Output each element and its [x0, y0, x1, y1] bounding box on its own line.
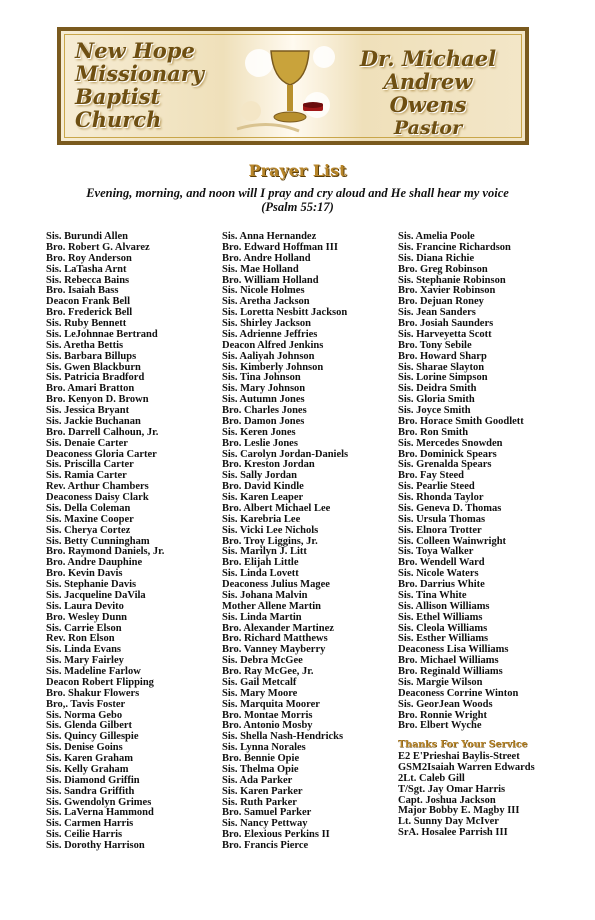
list-item: Sis. Betty Cunningham: [46, 535, 150, 547]
list-item: Sis. Ethel Williams: [398, 611, 483, 623]
list-item: Bro. Alexander Martinez: [222, 622, 334, 634]
list-item: Bro. Andre Dauphine: [46, 557, 143, 569]
list-item: Deacon Frank Bell: [46, 296, 130, 308]
list-item: Bro. Isaiah Bass: [46, 285, 119, 297]
list-item: Sis. Carrie Elson: [46, 622, 122, 634]
list-item: Sis. Lynna Norales: [222, 742, 306, 754]
list-item: Sis. Linda Evans: [46, 644, 121, 656]
list-item: Sis. Margie Wilson: [398, 676, 483, 688]
list-item: Sis. Amelia Poole: [398, 231, 475, 242]
list-item: Bro. Horace Smith Goodlett: [398, 415, 524, 427]
list-item: Sis. Ruth Parker: [222, 796, 297, 808]
list-item: Sis. Mae Holland: [222, 263, 299, 275]
pastor-name-line: Andrew Owens: [383, 69, 473, 117]
list-item: Bro. Frederick Bell: [46, 307, 133, 319]
list-item: Bro. Michael Williams: [398, 655, 499, 667]
list-item: Bro. Troy Liggins, Jr.: [222, 535, 318, 547]
list-item: Bro. Ronnie Wright: [398, 709, 487, 721]
list-item: Sis. Autumn Jones: [222, 394, 305, 406]
list-item: Mother Allene Martin: [222, 600, 321, 612]
list-item: Sis. Laura Devito: [46, 600, 124, 612]
list-item: Sis. LaVerna Hammond: [46, 807, 154, 819]
list-item: Sis. Rebecca Bains: [46, 274, 130, 286]
list-item: Sis. Stephanie Robinson: [398, 274, 506, 286]
list-item: Sis. Cherya Cortez: [46, 524, 131, 536]
list-item: Bro. Andre Holland: [222, 252, 311, 264]
list-item: GSM2Isaiah Warren Edwards: [398, 761, 535, 773]
list-item: Sis. Norma Gebo: [46, 709, 123, 721]
list-item: Capt. Joshua Jackson: [398, 794, 496, 806]
list-item: Sis. Madeline Farlow: [46, 666, 141, 677]
list-item: Sis. Gail Metcalf: [222, 676, 297, 688]
list-item: Sis. Keren Jones: [222, 426, 296, 438]
church-banner: [57, 27, 529, 145]
list-item: Sis. Shella Nash-Hendricks: [222, 731, 344, 743]
list-item: Sis. Maxine Cooper: [46, 513, 134, 525]
list-item: Sis. Mary Moore: [222, 687, 298, 699]
scripture-verse: [30, 186, 565, 214]
list-item: Bro. Charles Jones: [222, 405, 307, 416]
list-item: Sis. Ursula Thomas: [398, 513, 486, 525]
list-item: Sis. Francine Richardson: [398, 241, 511, 253]
list-item: Major Bobby E. Magby III: [398, 805, 520, 817]
list-item: Sis. Mary Johnson: [222, 383, 306, 395]
list-item: Sis. Kimberly Johnson: [222, 361, 324, 373]
list-item: Bro. Raymond Daniels, Jr.: [46, 546, 165, 558]
verse-text: Evening, morning, and noon will I pray and cry aloud and He shall hear my voice: [86, 186, 509, 200]
list-item: Sis. Thelma Opie: [222, 763, 299, 775]
list-item: Sis. Burundi Allen: [46, 231, 128, 242]
list-item: Sis. Della Coleman: [46, 502, 131, 514]
list-item: Bro. Wendell Ward: [398, 557, 485, 569]
list-item: Bro. Bennie Opie: [222, 753, 300, 764]
list-item: Bro. Ray McGee, Jr.: [222, 666, 314, 677]
list-item: Bro. Wesley Dunn: [46, 611, 128, 623]
list-item: Sis. Nancy Pettway: [222, 818, 308, 830]
list-item: Bro. Ron Smith: [398, 426, 469, 438]
list-item: Sis. Nicole Waters: [398, 568, 479, 580]
list-item: Sis. Ruby Bennett: [46, 318, 127, 329]
list-item: Sis. Nicole Holmes: [222, 285, 305, 297]
list-item: Sis. Barbara Billups: [46, 350, 137, 362]
thanks-heading: Thanks For Your Service: [398, 739, 528, 750]
list-item: Bro. Darrell Calhoun, Jr.: [46, 426, 159, 438]
list-item: Sis. Karen Graham: [46, 753, 134, 764]
list-item: Sis. Diana Richie: [398, 252, 475, 264]
list-item: Sis. Rhonda Taylor: [398, 492, 484, 503]
list-item: Sis. Deidra Smith: [398, 383, 477, 395]
list-item: Sis. LeJohnnae Bertrand: [46, 328, 158, 340]
list-item: Sis. Carmen Harris: [46, 818, 134, 830]
list-item: Deaconess Lisa Williams: [398, 644, 509, 656]
list-item: Sis. Jessica Bryant: [46, 405, 130, 416]
list-item: Sis. Toya Walker: [398, 546, 474, 558]
list-item: Sis. Ramia Carter: [46, 470, 127, 482]
list-item: Sis. Sandra Griffith: [46, 785, 135, 797]
list-item: Sis. Debra McGee: [222, 655, 303, 667]
list-item: Bro. Francis Pierce: [222, 840, 309, 851]
list-item: Bro. Albert Michael Lee: [222, 502, 331, 514]
list-item: Bro. Dominick Spears: [398, 448, 497, 460]
list-item: Sis. Kelly Graham: [46, 763, 129, 775]
list-item: Bro. Roy Anderson: [46, 252, 132, 264]
church-name-line: Baptist: [75, 84, 161, 109]
list-item: Sis. Mary Fairley: [46, 655, 124, 667]
list-item: Sis. Ada Parker: [222, 774, 293, 786]
church-name-line: New Hope: [75, 38, 195, 63]
list-item: Bro. Kenyon D. Brown: [46, 394, 149, 406]
list-item: Sis. Vicki Lee Nichols: [222, 524, 319, 536]
list-item: Bro. Xavier Robinson: [398, 285, 496, 297]
list-item: Sis. GeorJean Woods: [398, 698, 493, 710]
list-item: Bro. Elexious Perkins II: [222, 829, 330, 841]
list-item: Bro. Amari Bratton: [46, 383, 135, 395]
list-item: E2 E'Prieshai Baylis-Street: [398, 751, 520, 762]
list-item: Bro. Kevin Davis: [46, 568, 123, 580]
list-item: T/Sgt. Jay Omar Harris: [398, 783, 506, 795]
list-item: Bro. Richard Matthews: [222, 633, 328, 645]
list-item: Sis. Allison Williams: [398, 600, 490, 612]
list-item: Sis. Quincy Gillespie: [46, 731, 139, 743]
list-item: Sis. LaTasha Arnt: [46, 263, 127, 275]
list-item: Sis. Loretta Nesbitt Jackson: [222, 307, 348, 319]
list-item: Sis. Ceilie Harris: [46, 829, 123, 841]
list-item: Sis. Cleola Williams: [398, 622, 488, 634]
pastor-name-line: Dr. Michael: [359, 46, 497, 71]
list-item: Deaconess Corrine Winton: [398, 687, 519, 699]
list-item: Sis. Lorine Simpson: [398, 372, 488, 384]
list-item: Sis. Gwen Blackburn: [46, 361, 141, 373]
pastor-block: [343, 47, 513, 140]
list-item: Bro. Darrius White: [398, 579, 485, 590]
list-item: Deacon Robert Flipping: [46, 676, 154, 688]
list-item: Bro. Antonio Mosby: [222, 720, 313, 732]
list-item: Sis. Marilyn J. Litt: [222, 546, 307, 558]
list-item: Bro. Shakur Flowers: [46, 687, 140, 699]
list-item: Sis. Jean Sanders: [398, 307, 476, 319]
list-item: Lt. Sunny Day McIver: [398, 816, 499, 828]
list-item: Bro. David Kindle: [222, 481, 304, 493]
church-name-line: Church: [75, 107, 162, 132]
church-name-line: Missionary: [75, 61, 204, 86]
church-name: [75, 39, 225, 131]
list-item: Sis. Stephanie Davis: [46, 579, 137, 590]
list-item: Deaconess Gloria Carter: [46, 448, 157, 460]
list-item: Sis. Sharae Slayton: [398, 361, 485, 373]
list-item: Sis. Geneva D. Thomas: [398, 502, 502, 514]
list-item: Sis. Glenda Gilbert: [46, 720, 133, 732]
list-item: Deaconess Daisy Clark: [46, 492, 149, 503]
list-item: Sis. Karen Leaper: [222, 492, 304, 503]
list-item: Sis. Patricia Bradford: [46, 372, 145, 384]
list-item: Bro. Vanney Mayberry: [222, 644, 326, 656]
list-item: Sis. Harveyetta Scott: [398, 328, 492, 340]
list-item: Sis. Diamond Griffin: [46, 774, 140, 786]
list-item: Bro. Dejuan Roney: [398, 296, 484, 308]
list-item: Bro,. Tavis Foster: [46, 698, 126, 710]
list-item: Sis. Karebria Lee: [222, 513, 301, 525]
list-item: Bro. Robert G. Alvarez: [46, 241, 150, 253]
list-item: Sis. Esther Williams: [398, 633, 489, 645]
list-item: Bro. Samuel Parker: [222, 807, 312, 819]
list-item: Sis. Dorothy Harrison: [46, 840, 145, 851]
list-item: Sis. Linda Martin: [222, 611, 302, 623]
list-item: SrA. Hosalee Parrish III: [398, 827, 508, 839]
list-item: Sis. Sally Jordan: [222, 470, 297, 482]
list-item: Bro. Elijah Little: [222, 557, 299, 569]
list-item: Rev. Arthur Chambers: [46, 481, 149, 493]
list-item: Sis. Mercedes Snowden: [398, 437, 503, 449]
list-item: Bro. Edward Hoffman III: [222, 241, 338, 253]
page-title: Prayer List: [248, 161, 347, 180]
list-item: Sis. Joyce Smith: [398, 405, 471, 416]
list-item: Sis. Aretha Bettis: [46, 339, 124, 351]
list-item: Bro. Damon Jones: [222, 415, 305, 427]
list-item: Sis. Linda Lovett: [222, 568, 299, 580]
list-item: Deacon Alfred Jenkins: [222, 339, 324, 351]
list-item: Bro. Fay Steed: [398, 470, 465, 482]
list-item: Sis. Elnora Trotter: [398, 524, 482, 536]
prayer-list-column-1: [46, 232, 164, 852]
list-item: Rev. Ron Elson: [46, 633, 115, 645]
list-item: Bro. Leslie Jones: [222, 437, 298, 449]
communion-chalice-emblem: [229, 33, 351, 139]
list-item: Sis. Aretha Jackson: [222, 296, 310, 308]
list-item: Bro. Kreston Jordan: [222, 459, 315, 471]
list-item: Bro. William Holland: [222, 274, 319, 286]
list-item: Bro. Reginald Williams: [398, 666, 503, 677]
verse-citation: (Psalm 55:17): [261, 200, 334, 214]
list-item: Sis. Carolyn Jordan-Daniels: [222, 448, 349, 460]
list-item: Sis. Marquita Moorer: [222, 698, 320, 710]
list-item: Bro. Greg Robinson: [398, 263, 488, 275]
list-item: Sis. Priscilla Carter: [46, 459, 134, 471]
list-item: Sis. Denaie Carter: [46, 437, 128, 449]
list-item: Sis. Colleen Wainwright: [398, 535, 507, 547]
list-item: Sis. Jackie Buchanan: [46, 415, 141, 427]
list-item: Sis. Denise Goins: [46, 742, 123, 754]
service-members-list: [398, 752, 535, 839]
list-item: Bro. Elbert Wyche: [398, 720, 482, 732]
list-item: Bro. Howard Sharp: [398, 350, 487, 362]
list-item: Deaconess Julius Magee: [222, 579, 330, 590]
list-item: Sis. Johana Malvin: [222, 589, 308, 601]
list-item: 2Lt. Caleb Gill: [398, 772, 465, 784]
list-item: Sis. Grenalda Spears: [398, 459, 492, 471]
list-item: Sis. Tina Johnson: [222, 372, 301, 384]
prayer-list-column-2: [222, 232, 348, 852]
list-item: Sis. Karen Parker: [222, 785, 303, 797]
pastor-title: Pastor: [393, 117, 463, 139]
list-item: Sis. Adrienne Jeffries: [222, 328, 318, 340]
list-item: Sis. Jacqueline DaVila: [46, 589, 146, 601]
list-item: Sis. Shirley Jackson: [222, 318, 311, 329]
list-item: Sis. Gloria Smith: [398, 394, 475, 406]
list-item: Sis. Anna Hernandez: [222, 231, 317, 242]
list-item: Bro. Josiah Saunders: [398, 318, 494, 329]
list-item: Sis. Pearlie Steed: [398, 481, 475, 493]
list-item: Sis. Aaliyah Johnson: [222, 350, 315, 362]
list-item: Bro. Montae Morris: [222, 709, 313, 721]
prayer-list-column-3: [398, 232, 524, 732]
list-item: Bro. Tony Sebile: [398, 339, 472, 351]
list-item: Sis. Tina White: [398, 589, 467, 601]
list-item: Sis. Gwendolyn Grimes: [46, 796, 152, 808]
